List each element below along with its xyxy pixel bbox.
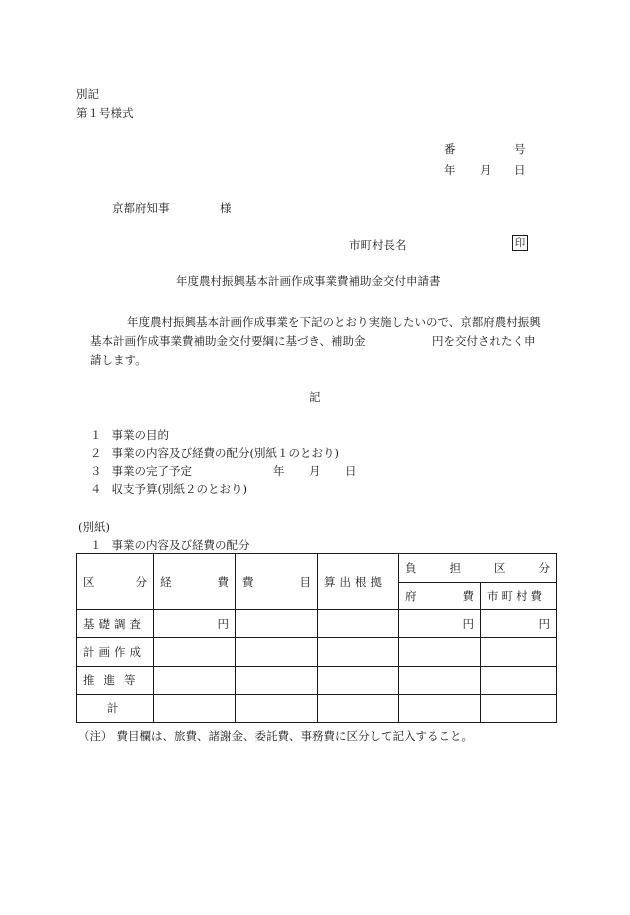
document-title: 年度農村振興基本計画作成事業費補助金交付申請書 bbox=[176, 274, 441, 288]
seal-mark bbox=[512, 235, 528, 251]
item-text: 事業の内容及び経費の配分(別紙１のとおり) bbox=[111, 446, 339, 460]
appendix-heading-text: 事業の内容及び経費の配分 bbox=[111, 538, 250, 552]
item-text: 事業の完了予定 bbox=[111, 464, 192, 478]
doc-number-ban: 番 bbox=[444, 142, 456, 156]
doc-number-go: 号 bbox=[514, 142, 526, 156]
form-number: 第１号様式 bbox=[76, 106, 134, 120]
note bbox=[78, 728, 473, 744]
row-label: 計 bbox=[77, 694, 154, 722]
cell-muni bbox=[481, 694, 557, 722]
item-number: １ bbox=[90, 428, 102, 442]
header-category: 区 分 bbox=[77, 554, 154, 610]
cell-expense bbox=[154, 638, 236, 666]
body-line-3: 請します。 bbox=[90, 353, 147, 367]
header-pref: 府 費 bbox=[399, 583, 481, 610]
item-text: 収支予算(別紙２のとおり) bbox=[111, 482, 247, 496]
body-line-1: 年度農村振興基本計画作成事業を下記のとおり実施したいので、京都府農村振興 bbox=[127, 315, 541, 329]
header-muni: 市町村費 bbox=[481, 583, 557, 610]
table-row bbox=[77, 610, 557, 638]
cell-muni: 円 bbox=[481, 610, 557, 638]
cell-item bbox=[236, 694, 318, 722]
table-header-row-1 bbox=[77, 554, 557, 583]
addressee-name: 京都府知事 bbox=[112, 201, 170, 215]
cell-expense bbox=[154, 666, 236, 694]
cell-pref bbox=[399, 666, 481, 694]
list-item-3 bbox=[90, 463, 192, 479]
cell-basis bbox=[318, 694, 399, 722]
cell-muni bbox=[481, 666, 557, 694]
date-year: 年 bbox=[444, 163, 456, 177]
table-row bbox=[77, 666, 557, 694]
item-number: ４ bbox=[90, 482, 102, 496]
cell-basis bbox=[318, 638, 399, 666]
date-month: 月 bbox=[480, 163, 492, 177]
header-expense: 経 費 bbox=[154, 554, 236, 610]
header-basis: 算出根拠 bbox=[318, 554, 399, 610]
attachment-label: 別記 bbox=[76, 87, 99, 101]
row-label: 計画作成 bbox=[77, 638, 154, 666]
note-label: （注） bbox=[78, 729, 113, 743]
item-text: 事業の目的 bbox=[111, 428, 169, 442]
completion-day: 日 bbox=[345, 464, 357, 478]
completion-month: 月 bbox=[309, 464, 321, 478]
expense-table bbox=[76, 553, 557, 723]
appendix-heading bbox=[90, 537, 250, 553]
item-number: ２ bbox=[90, 446, 102, 460]
item-number: ３ bbox=[90, 464, 102, 478]
cell-basis bbox=[318, 666, 399, 694]
body-line-2a: 基本計画作成事業費補助金交付要綱に基づき、補助金 bbox=[90, 334, 366, 348]
note-text: 費目欄は、旅費、諸謝金、委託費、事務費に区分して記入すること。 bbox=[116, 729, 473, 743]
cell-muni bbox=[481, 638, 557, 666]
cell-basis bbox=[318, 610, 399, 638]
cell-pref: 円 bbox=[399, 610, 481, 638]
cell-item bbox=[236, 666, 318, 694]
date-day: 日 bbox=[514, 163, 526, 177]
list-item-4 bbox=[90, 481, 247, 497]
cell-pref bbox=[399, 694, 481, 722]
cell-expense: 円 bbox=[154, 610, 236, 638]
list-item-1 bbox=[90, 427, 169, 443]
list-item-2 bbox=[90, 445, 339, 461]
completion-year: 年 bbox=[273, 464, 285, 478]
row-label: 推進等 bbox=[77, 666, 154, 694]
ki-heading: 記 bbox=[309, 390, 321, 404]
header-item: 費 目 bbox=[236, 554, 318, 610]
table-row bbox=[77, 694, 557, 722]
appendix-label: (別紙) bbox=[78, 520, 110, 534]
applicant-label: 市町村長名 bbox=[349, 238, 407, 252]
appendix-number: １ bbox=[90, 538, 102, 552]
header-burden: 負 担 区 分 bbox=[399, 554, 557, 583]
table-row bbox=[77, 638, 557, 666]
cell-expense bbox=[154, 694, 236, 722]
cell-pref bbox=[399, 638, 481, 666]
cell-item bbox=[236, 610, 318, 638]
cell-item bbox=[236, 638, 318, 666]
row-label: 基礎調査 bbox=[77, 610, 154, 638]
body-line-2b: 円を交付されたく申 bbox=[432, 334, 536, 348]
seal-character: 印 bbox=[512, 235, 528, 251]
addressee-honorific: 様 bbox=[220, 201, 232, 215]
